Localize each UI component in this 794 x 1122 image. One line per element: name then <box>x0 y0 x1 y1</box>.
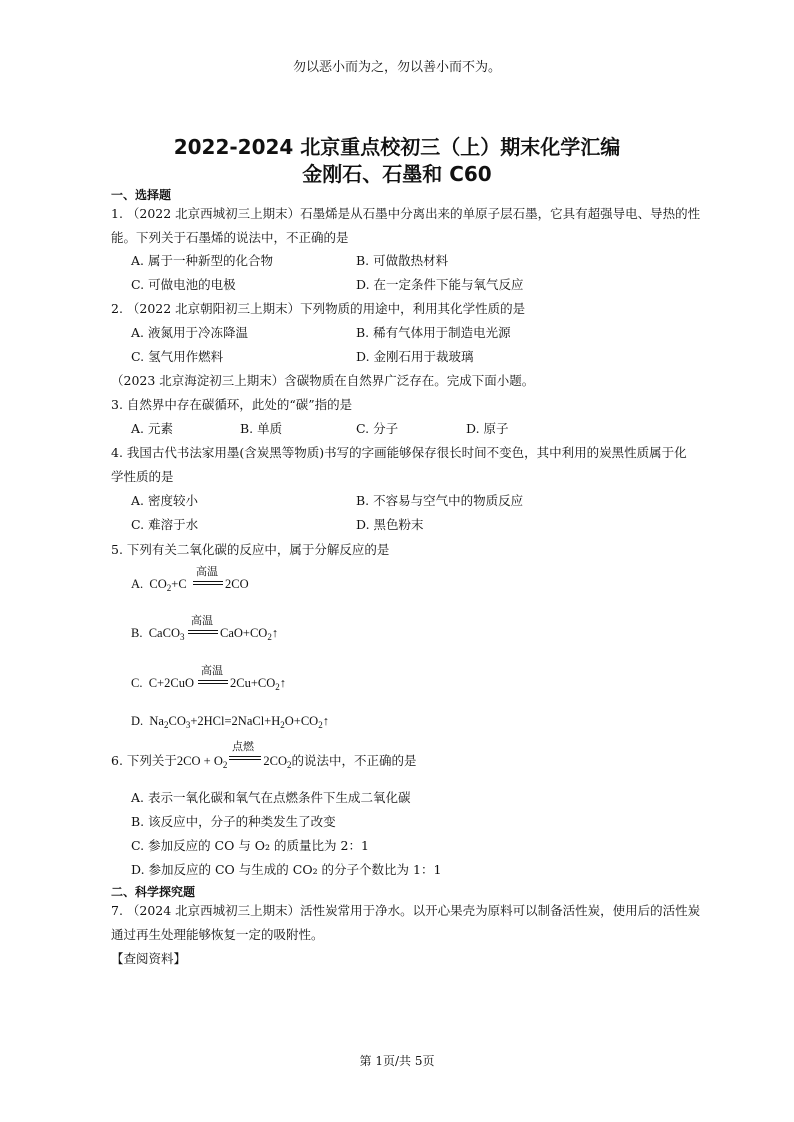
q6-option-d: D. 参加反应的 CO 与生成的 CO₂ 的分子个数比为 1：1 <box>131 862 442 877</box>
q3-stem: 3. 自然界中存在碳循环，此处的“碳”指的是 <box>111 397 353 412</box>
q6-option-a: A. 表示一氧化碳和氧气在点燃条件下生成二氧化碳 <box>131 790 411 805</box>
q6-condition: 点燃 <box>232 740 254 753</box>
q5-c-product: $2Cu+CO_2↑$ <box>230 676 287 692</box>
q3-option-c: C. 分子 <box>356 421 399 436</box>
q5-c-equals-sign <box>198 680 228 684</box>
q4-option-a: A. 密度较小 <box>131 493 198 508</box>
q1-option-a: A. 属于一种新型的化合物 <box>131 253 273 268</box>
q6-stem: 6. 下列关于$2CO + O_2$ $2CO_2$的说法中，不正确的是 <box>111 753 417 770</box>
q5-a-condition: 高温 <box>196 565 218 578</box>
q6-option-c: C. 参加反应的 CO 与 O₂ 的质量比为 2：1 <box>131 838 369 853</box>
document-subtitle: 金刚石、石墨和 C60 <box>302 162 492 186</box>
section-heading-inquiry: 二、科学探究题 <box>111 885 196 899</box>
q2-option-c: C. 氢气用作燃料 <box>131 349 224 364</box>
q7-stem-line1: 7. （2024 北京西城初三上期末）活性炭常用于净水。以开心果壳为原料可以制备活性炭，使用后的活性炭 <box>111 903 701 918</box>
page-footer: 第 1页/共 5页 <box>359 1054 435 1068</box>
q1-stem-line1: 1. （2022 北京西城初三上期末）石墨烯是从石墨中分离出来的单原子层石墨，它具有超强导电、导热的性 <box>111 206 701 221</box>
q5-b-equals-sign <box>188 630 218 634</box>
q1-option-b: B. 可做散热材料 <box>356 253 449 268</box>
q1-stem-line2: 能。下列关于石墨烯的说法中，不正确的是 <box>111 230 349 245</box>
q1-option-c: C. 可做电池的电极 <box>131 277 236 292</box>
q7-stem-line2: 通过再生处理能够恢复一定的吸附性。 <box>111 927 324 942</box>
q7-materials-heading: 【查阅资料】 <box>111 951 187 966</box>
q4-stem-line1: 4. 我国古代书法家用墨(含炭黑等物质)书写的字画能够保存很长时间不变色，其中利用的炭黑性质属于化 <box>111 445 687 460</box>
q4-stem-line2: 学性质的是 <box>111 469 174 484</box>
group-intro-2023: （2023 北京海淀初三上期末）含碳物质在自然界广泛存在。完成下面小题。 <box>111 373 535 388</box>
section-heading-choice: 一、选择题 <box>111 188 172 202</box>
q4-option-d: D. 黑色粉末 <box>356 517 424 532</box>
q3-option-d: D. 原子 <box>466 421 509 436</box>
q2-option-b: B. 稀有气体用于制造电光源 <box>356 325 511 340</box>
q5-option-a: A. $CO_2+C$ <box>131 577 187 593</box>
q5-c-condition: 高温 <box>201 664 223 677</box>
q5-b-condition: 高温 <box>191 614 213 627</box>
document-title: 2022-2024 北京重点校初三（上）期末化学汇编 <box>173 135 621 159</box>
q6-equals-sign <box>229 756 261 760</box>
q4-option-c: C. 难溶于水 <box>131 517 199 532</box>
q5-b-product: $CaO+CO_2↑$ <box>220 626 279 642</box>
q5-option-c: C. C+2CuO <box>131 676 194 690</box>
q6-option-b: B. 该反应中，分子的种类发生了改变 <box>131 814 336 829</box>
q5-a-product: 2CO <box>225 577 249 591</box>
q2-stem: 2. （2022 北京朝阳初三上期末）下列物质的用途中，利用其化学性质的是 <box>111 301 526 316</box>
q5-a-equals-sign <box>193 581 223 585</box>
q5-option-d: D. $Na_2CO_3+2HCl=2NaCl+H_2O+CO_2↑$ <box>131 714 329 730</box>
q3-option-a: A. 元素 <box>131 421 173 436</box>
q5-option-b: B. CaCO$_3$ <box>131 626 185 642</box>
q5-stem: 5. 下列有关二氧化碳的反应中，属于分解反应的是 <box>111 542 390 557</box>
q1-option-d: D. 在一定条件下能与氧气反应 <box>356 277 524 292</box>
q2-option-d: D. 金刚石用于裁玻璃 <box>356 349 474 364</box>
page-motto: 勿以恶小而为之，勿以善小而不为。 <box>292 60 501 75</box>
q4-option-b: B. 不容易与空气中的物质反应 <box>356 493 524 508</box>
q2-option-a: A. 液氮用于冷冻降温 <box>131 325 248 340</box>
q3-option-b: B. 单质 <box>240 421 283 436</box>
